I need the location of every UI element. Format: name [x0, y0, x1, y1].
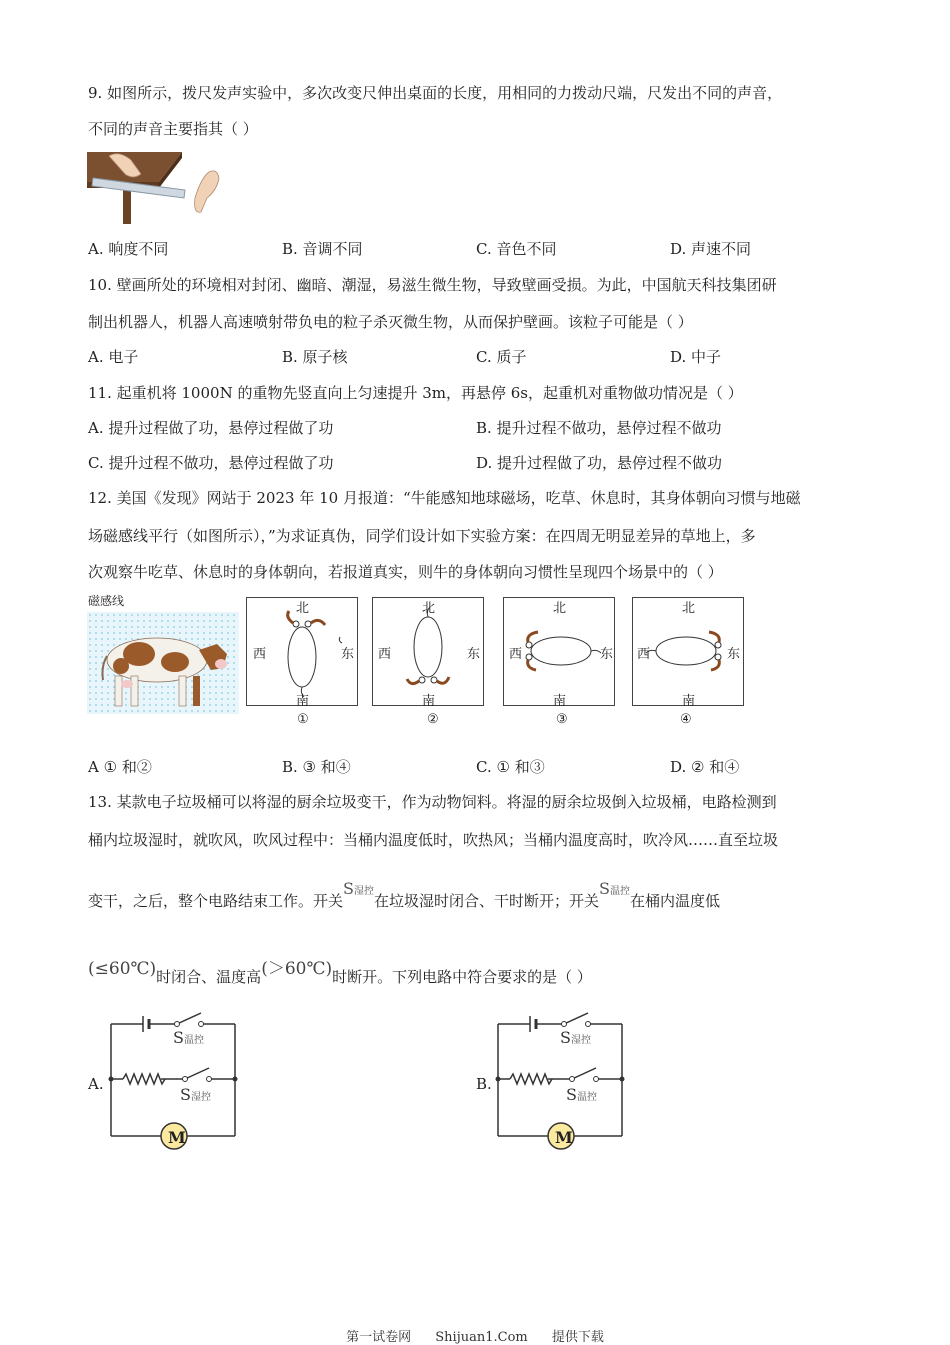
- q9-stem-line2: 不同的声音主要指其（ ）: [88, 120, 258, 138]
- scene-2-west: 西: [378, 647, 392, 662]
- switch-wet-symbol: S湿控: [343, 879, 374, 898]
- circuit-b-switch-wet: S湿控: [560, 1028, 591, 1047]
- scene-4-north: 北: [682, 601, 696, 616]
- scene-4-east: 东: [727, 647, 741, 662]
- q12-stem-line3: 次观察牛吃草、休息时的身体朝向，若报道真实，则牛的身体朝向习惯性呈现四个场景中的（ ）: [88, 563, 723, 581]
- scene-2-label: ②: [427, 712, 439, 727]
- q12-option-b[interactable]: B. ③ 和④: [282, 758, 351, 776]
- scene-1-east: 东: [341, 647, 355, 662]
- temp-high-condition: (＞60℃): [261, 959, 333, 979]
- scene-1-north: 北: [296, 601, 310, 616]
- q10-option-d[interactable]: D. 中子: [670, 348, 722, 366]
- scene-2-east: 东: [467, 647, 481, 662]
- scene-1-label: ①: [297, 712, 309, 727]
- footer-site-link[interactable]: Shijuan1.Com: [435, 1330, 528, 1345]
- q13-stem-line3: [88, 879, 720, 911]
- q10-option-b[interactable]: B. 原子核: [282, 348, 348, 366]
- q13-line3-part1: 变干，之后，整个电路结束工作。开关: [88, 892, 344, 910]
- motor-a-symbol: M: [168, 1128, 186, 1147]
- q9-option-a[interactable]: A. 响度不同: [88, 240, 169, 258]
- magnetic-field-label: 磁感线: [88, 594, 125, 608]
- scene-3-north: 北: [553, 601, 567, 616]
- circuit-b-label[interactable]: B.: [476, 1075, 492, 1093]
- q9-option-d[interactable]: D. 声速不同: [670, 240, 752, 258]
- q13-line4-part4: 时断开。下列电路中符合要求的是（ ）: [332, 968, 592, 986]
- q11-option-b[interactable]: B. 提升过程不做功，悬停过程不做功: [476, 419, 722, 437]
- temp-low-condition: (≤60℃): [88, 959, 157, 979]
- q9-stem-line1: 9. 如图所示，拨尺发声实验中，多次改变尺伸出桌面的长度，用相同的力拨动尺端，尺发出不同的声音，: [88, 84, 783, 102]
- footer-download-text: 提供下载: [551, 1330, 604, 1345]
- q13-line4-part2: 时闭合、温度高: [156, 968, 262, 986]
- circuit-a-switch-temp: S温控: [173, 1028, 204, 1047]
- q12-option-d[interactable]: D. ② 和④: [670, 758, 740, 776]
- page-footer: [0, 1326, 950, 1345]
- q13-line3-part2: 在垃圾湿时闭合、干时断开；开关: [373, 892, 599, 910]
- circuit-a-label[interactable]: A.: [88, 1075, 104, 1093]
- scene-1-west: 西: [253, 647, 267, 662]
- q10-stem-line1: 10. 壁画所处的环境相对封闭、幽暗、潮湿，易滋生微生物，导致壁画受损。为此，中国航天科技集团研: [88, 276, 777, 294]
- scene-4-label: ④: [680, 712, 692, 727]
- motor-b-symbol: M: [555, 1128, 573, 1147]
- q12-option-c[interactable]: C. ① 和③: [476, 758, 545, 776]
- q9-option-c[interactable]: C. 音色不同: [476, 240, 557, 258]
- q13-stem-line2: 桶内垃圾湿时，就吹风，吹风过程中：当桶内温度低时，吹热风；当桶内温度高时，吹冷风……直至垃圾: [88, 831, 779, 849]
- scene-4-south: 南: [682, 694, 696, 709]
- q13-stem-line4: [88, 959, 592, 987]
- q11-option-d[interactable]: D. 提升过程做了功，悬停过程不做功: [476, 454, 723, 472]
- circuit-a-switch-wet: S湿控: [180, 1085, 211, 1104]
- q10-option-a[interactable]: A. 电子: [88, 348, 139, 366]
- scene-2-north: 北: [422, 601, 436, 616]
- q12-stem-line2: 场磁感线平行（如图所示），”为求证真伪，同学们设计如下实验方案：在四周无明显差异的草地上，多: [88, 527, 756, 545]
- footer-site-name: 第一试卷网: [346, 1330, 412, 1345]
- q10-stem-line2: 制出机器人，机器人高速喷射带负电的粒子杀灭微生物，从而保护壁画。该粒子可能是（ ）: [88, 313, 693, 331]
- scene-2-south: 南: [422, 694, 436, 709]
- ruler-experiment-image: [87, 152, 227, 224]
- scene-1-south: 南: [296, 694, 310, 709]
- scene-4-west: 西: [637, 647, 651, 662]
- q13-stem-line1: 13. 某款电子垃圾桶可以将湿的厨余垃圾变干，作为动物饲料。将湿的厨余垃圾倒入垃圾桶，电路检测到: [88, 793, 777, 811]
- cow-magnetic-field-image: [87, 612, 239, 714]
- q11-option-a[interactable]: A. 提升过程做了功，悬停过程做了功: [88, 419, 334, 437]
- scene-3-south: 南: [553, 694, 567, 709]
- q11-stem: 11. 起重机将 1000N 的重物先竖直向上匀速提升 3m，再悬停 6s，起重机对重物做功情况是（ ）: [88, 384, 743, 402]
- q13-line3-part3: 在桶内温度低: [629, 892, 720, 910]
- scene-3-west: 西: [509, 647, 523, 662]
- scene-3-east: 东: [600, 647, 614, 662]
- switch-temp-symbol: S温控: [599, 879, 630, 898]
- q12-option-a[interactable]: A ① 和②: [88, 758, 152, 776]
- q10-option-c[interactable]: C. 质子: [476, 348, 527, 366]
- q11-option-c[interactable]: C. 提升过程不做功，悬停过程做了功: [88, 454, 334, 472]
- circuit-b-switch-temp: S温控: [566, 1085, 597, 1104]
- q12-stem-line1: 12. 美国《发现》网站于 2023 年 10 月报道：“牛能感知地球磁场，吃草、休息时，其身体朝向习惯与地磁: [88, 489, 801, 507]
- scene-3-label: ③: [556, 712, 568, 727]
- q9-option-b[interactable]: B. 音调不同: [282, 240, 363, 258]
